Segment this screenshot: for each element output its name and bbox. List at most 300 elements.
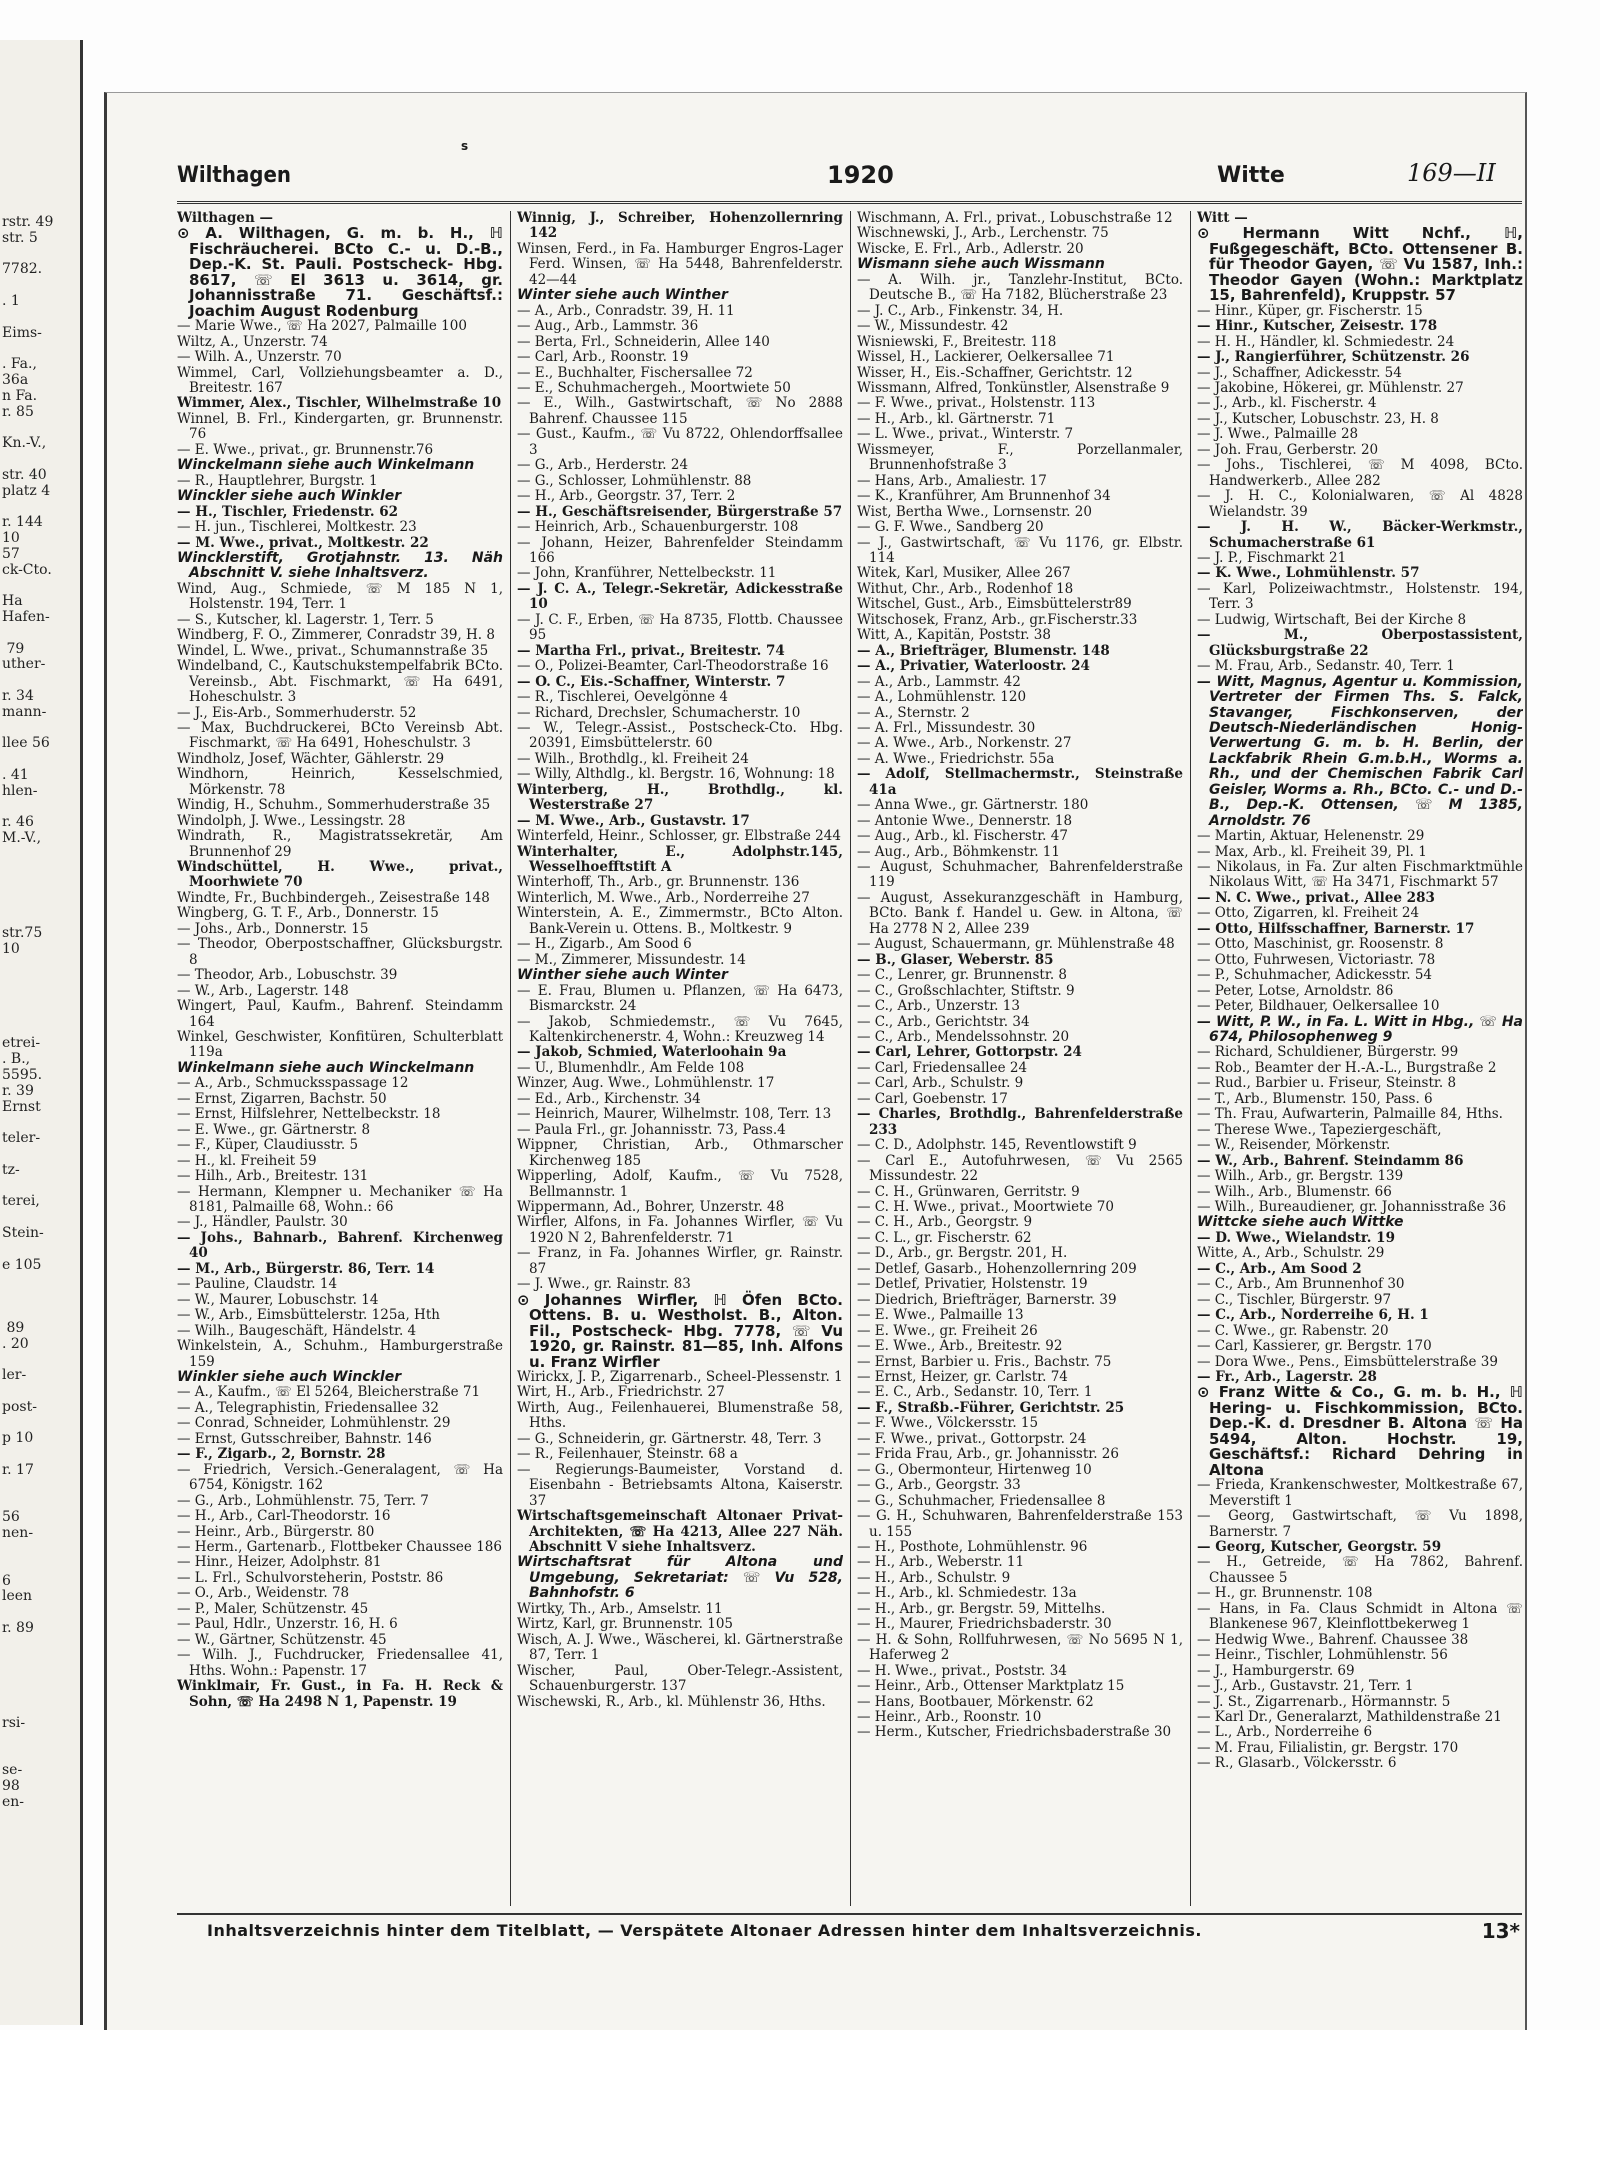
directory-entry: Witek, Karl, Musiker, Allee 267	[857, 565, 1071, 582]
directory-entry: — K. Wwe., Lohmühlenstr. 57	[1197, 565, 1420, 582]
directory-entry: — O. C., Eis.-Schaffner, Winterstr. 7	[517, 673, 786, 690]
directory-entry: Winckler siehe auch Winkler	[177, 488, 402, 505]
directory-entry: — O., Arb., Weidenstr. 78	[177, 1585, 350, 1602]
directory-entry: — Detlef, Gasarb., Hohenzollernring 209	[857, 1260, 1137, 1277]
directory-entry: Wismann siehe auch Wissmann	[857, 256, 1105, 273]
directory-entry: — D., Arb., gr. Bergstr. 201, H.	[857, 1245, 1068, 1262]
directory-entry: — Richard, Schuldiener, Bürgerstr. 99	[1197, 1044, 1459, 1061]
directory-entry: Wirickx, J. P., Zigarrenarb., Scheel-Plessenstr. 1	[517, 1368, 843, 1385]
directory-entry: — H., Tischler, Friedenstr. 62	[177, 503, 399, 520]
directory-entry: Winckelmann siehe auch Winkelmann	[177, 457, 475, 474]
directory-entry: — Otto, Fuhrwesen, Victoriastr. 78	[1197, 951, 1436, 968]
directory-entry: Witschel, Gust., Arb., Eimsbüttelerstr89	[857, 596, 1132, 613]
directory-entry: — Hans, Bootbauer, Mörkenstr. 62	[857, 1693, 1094, 1710]
directory-entry: — Wilh., Baugeschäft, Händelstr. 4	[177, 1322, 417, 1339]
directory-entry: — J. H. C., Kolonialwaren, ☏ Al 4828 Wielandstr. 39	[1197, 488, 1523, 520]
directory-entry: Wirth, Aug., Feilenhauerei, Blumenstraße 58, Hths.	[517, 1399, 843, 1432]
directory-entry: — Th. Frau, Aufwarterin, Palmaille 84, Hths.	[1197, 1106, 1503, 1123]
directory-entry: — L., Arb., Norderreihe 6	[1197, 1724, 1373, 1741]
directory-entry: — Anna Wwe., gr. Gärtnerstr. 180	[857, 797, 1089, 814]
directory-entry: — Ernst, Heizer, gr. Carlstr. 74	[857, 1368, 1068, 1385]
directory-entry: — Peter, Lotse, Arnoldstr. 86	[1197, 982, 1394, 999]
directory-entry: — E. Wwe., Palmaille 13	[857, 1307, 1024, 1324]
directory-entry: — F., Zigarb., 2, Bornstr. 28	[177, 1446, 386, 1463]
directory-entry: — Karl Dr., Generalarzt, Mathildenstraße 21	[1197, 1708, 1502, 1725]
directory-entry: — H., Geschäftsreisender, Bürgerstraße 57	[517, 503, 843, 520]
directory-entry: — A., Kaufm., ☏ El 5264, Bleicherstraße 71	[177, 1384, 481, 1401]
directory-entry: — J. Wwe., gr. Rainstr. 83	[517, 1276, 691, 1293]
directory-entry: — H., Zigarb., Am Sood 6	[517, 936, 692, 953]
directory-entry: — J., Arb., kl. Fischerstr. 4	[1197, 395, 1377, 412]
directory-entry: Winterlich, M. Wwe., Arb., Norderreihe 27	[517, 889, 810, 906]
directory-entry: — G., Arb., Lohmühlenstr. 75, Terr. 7	[177, 1492, 429, 1509]
directory-entry: — Johs., Bahnarb., Bahrenf. Kirchenweg 40	[177, 1229, 503, 1262]
directory-entry: — E. Wwe., gr. Gärtnerstr. 8	[177, 1121, 371, 1138]
directory-entry: — M. Wwe., privat., Moltkestr. 22	[177, 534, 429, 551]
directory-entry: — Witt, Magnus, Agentur u. Kommission, Vertreter der Firmen Ths. S. Falck, Stavanger, Fischkonserven, der Deutsch-Niederländischen Honig-Verwertung G. m. b. H. Berlin, der Lackfabrik Rhein G.m.b.H., Worms a. Rh., und der Chemischen Fabrik Carl Geisler, Worms a. Rh., BCto. C.- und D.-B., Dep.-K. Ottensen, ☏ M 1385, Arnoldstr. 76	[1197, 673, 1523, 829]
directory-entry: — Charles, Brothdlg., Bahrenfelderstraße 233	[857, 1106, 1183, 1138]
directory-entry: — H., kl. Freiheit 59	[177, 1152, 317, 1169]
directory-entry: — H., Arb., kl. Schmiedestr. 13a	[857, 1585, 1077, 1602]
directory-entry: — S., Kutscher, kl. Lagerstr. 1, Terr. 5	[177, 611, 434, 628]
directory-entry: Witschosek, Franz, Arb., gr.Fischerstr.33	[857, 611, 1138, 628]
directory-entry: — G. H., Schuhwaren, Bahrenfelderstraße 153 u. 155	[857, 1508, 1183, 1540]
directory-entry: — F., Küper, Claudiusstr. 5	[177, 1137, 359, 1154]
directory-entry: — Antonie Wwe., Dennerstr. 18	[857, 812, 1073, 829]
directory-entry: — Ernst, Gutsschreiber, Bahnstr. 146	[177, 1430, 432, 1447]
directory-entry: ⊙ Franz Witte & Co., G. m. b. H., ℍ Hering- u. Fischkommission, BCto. Dep.-K. d. Dresdner B. Altona ☏ Ha 5494, Alton. Hochstr. 19, Geschäftsf.: Richard Dehring in Altona	[1197, 1383, 1523, 1479]
directory-entry: — F., Straßb.-Führer, Gerichtstr. 25	[857, 1399, 1125, 1416]
directory-entry: Wirtschaftsgemeinschaft Altonaer Privat-Architekten, ☏ Ha 4213, Allee 227 Näh. Abschnitt V siehe Inhaltsverz.	[517, 1508, 843, 1555]
directory-entry: — L. Wwe., privat., Winterstr. 7	[857, 426, 1074, 443]
directory-entry: Winkel, Geschwister, Konfitüren, Schulterblatt 119a	[177, 1029, 503, 1061]
directory-entry: — J., Händler, Paulstr. 30	[177, 1214, 348, 1231]
directory-entry: — A. Wilh. jr., Tanzlehr-Institut, BCto. Deutsche B., ☏ Ha 7182, Blücherstraße 23	[857, 271, 1183, 304]
directory-entry: — M., Arb., Bürgerstr. 86, Terr. 14	[177, 1260, 435, 1277]
header-year: 1920	[827, 161, 894, 189]
directory-entry: — Hans, Arb., Amaliestr. 17	[857, 472, 1047, 489]
directory-entry: — C., Arb., Mendelssohnstr. 20	[857, 1029, 1070, 1046]
directory-entry: — Hedwig Wwe., Bahrenf. Chaussee 38	[1197, 1631, 1469, 1648]
directory-entry: Wimmer, Alex., Tischler, Wilhelmstraße 10	[177, 395, 502, 412]
directory-entry: — E. Wwe., privat., gr. Brunnenstr.76	[177, 441, 434, 458]
directory-entry: Windte, Fr., Buchbindergeh., Zeisestraße 148	[177, 889, 490, 906]
directory-entry: — August, Schuhmacher, Bahrenfelderstraße 119	[857, 859, 1183, 891]
directory-entry: Windelband, C., Kautschukstempelfabrik BCto. Vereinsb., Abt. Fischmarkt, ☏ Ha 6491, Hoheschulstr. 3	[177, 658, 503, 706]
directory-entry: Wirtz, Karl, gr. Brunnenstr. 105	[517, 1616, 734, 1633]
directory-entry: Wischer, Paul, Ober-Telegr.-Assistent, Schauenburgerstr. 137	[517, 1662, 843, 1695]
directory-entry: — Ludwig, Wirtschaft, Bei der Kirche 8	[1197, 611, 1467, 628]
directory-entry: — J., Rangierführer, Schützenstr. 26	[1197, 349, 1470, 366]
directory-entry: — Ed., Arb., Kirchenstr. 34	[517, 1090, 701, 1107]
scan-bottom-margin	[0, 2030, 1600, 2177]
directory-entry: — K., Kranführer, Am Brunnenhof 34	[857, 488, 1111, 505]
directory-entry: — Peter, Bildhauer, Oelkersallee 10	[1197, 998, 1440, 1015]
directory-entry: — D. Wwe., Wielandstr. 19	[1197, 1229, 1395, 1246]
directory-entry: Wingert, Paul, Kaufm., Bahrenf. Steindamm 164	[177, 998, 503, 1030]
previous-page-fragments: rstr. 49 str. 5 7782. . 1 Eims- . Fa., 36a n Fa. r. 85 Kn.-V., str. 40 platz 4 r. 144 10 57 ck-Cto. Ha Hafen- 79 uther- r. 34 mann- llee 56 . 41 hlen- r. 46 M.-V., str.75 10 etrei- . B., 5595. r. 39 Ernst teler- tz- terei, Stein- e 105 89 . 20 ler- post- p 10 r. 17 56 nen- 6 leen r. 89 rsi- se- 98 en-	[2, 214, 54, 1810]
directory-entry: Wischewski, R., Arb., kl. Mühlenstr 36, Hths.	[517, 1693, 826, 1710]
directory-entry: — Conrad, Schneider, Lohmühlenstr. 29	[177, 1415, 451, 1432]
directory-entry: ⊙ Hermann Witt Nchf., ℍ, Fußgegeschäft, BCto. Ottensener B. für Theodor Gayen, ☏ Vu 1587, Inh.: Theodor Gayen (Wohn.: Marktplatz 15, Bahrenfeld), Kruppstr. 57	[1197, 224, 1523, 305]
directory-entry: — Jakob, Schmied, Waterloohain 9a	[517, 1044, 787, 1061]
directory-entry: — John, Kranführer, Nettelbeckstr. 11	[517, 565, 777, 582]
directory-entry: — R., Hauptlehrer, Burgstr. 1	[177, 472, 378, 489]
directory-entry: Winkelstein, A., Schuhm., Hamburgerstraße 159	[177, 1338, 503, 1370]
signature-mark: 13*	[1481, 1919, 1520, 1943]
directory-entry: Wirtschaftsrat für Altona und Umgebung, Sekretariat: ☏ Vu 528, Bahnhofstr. 6	[517, 1554, 843, 1602]
directory-entry: — H., Arb., gr. Bergstr. 59, Mittelhs.	[857, 1600, 1106, 1617]
directory-entry: Wisser, H., Eis.-Schaffner, Gerichtstr. 12	[857, 364, 1133, 381]
directory-entry: — Herm., Kutscher, Friedrichsbaderstraße 30	[857, 1724, 1172, 1741]
directory-entry: — J. Wwe., Palmaille 28	[1197, 426, 1359, 443]
directory-entry: — R., Tischlerei, Oevelgönne 4	[517, 689, 729, 706]
directory-entry: Wittcke siehe auch Wittke	[1197, 1214, 1404, 1231]
directory-entry: — M. Frau, Arb., Sedanstr. 40, Terr. 1	[1197, 658, 1455, 675]
directory-entry: Windig, H., Schuhm., Sommerhuderstraße 35	[177, 797, 491, 814]
directory-entry: — Rob., Beamter der H.-A.-L., Burgstraße 2	[1197, 1059, 1497, 1076]
directory-entry: Windholz, Josef, Wächter, Gählerstr. 29	[177, 750, 445, 767]
directory-entry: ⊙ A. Wilthagen, G. m. b. H., ℍ Fischräucherei. BCto C.- u. D.-B., Dep.-K. St. Pauli. Postscheck- Hbg. 8617, ☏ El 3613 u. 3614, gr. Johannisstraße 71. Geschäftsf.: Joachim August Rodenburg	[177, 224, 503, 320]
directory-entry: — M., Zimmerer, Missundestr. 14	[517, 951, 746, 968]
directory-entry: — U., Blumenhdlr., Am Felde 108	[517, 1059, 745, 1076]
directory-entry: Windhorn, Heinrich, Kesselschmied, Mörkenstr. 78	[177, 766, 503, 798]
directory-entry: — J., Eis-Arb., Sommerhuderstr. 52	[177, 704, 417, 721]
directory-entry: — C., Arb., Am Sood 2	[1197, 1260, 1362, 1277]
directory-entry: — J., Schaffner, Adickesstr. 54	[1197, 364, 1402, 381]
directory-entry: — Therese Wwe., Tapeziergeschäft,	[1197, 1121, 1442, 1138]
directory-entry: — A., Sternstr. 2	[857, 704, 970, 721]
directory-entry: — Ernst, Zigarren, Bachstr. 50	[177, 1090, 387, 1107]
directory-entry: Wissmann, Alfred, Tonkünstler, Alsenstraße 9	[857, 379, 1170, 396]
directory-entry: — Regierungs-Baumeister, Vorstand d. Eisenbahn - Betriebsamts Altona, Kaiserstr. 37	[517, 1461, 843, 1509]
directory-page	[104, 92, 1527, 2038]
directory-entry: — Jakob, Schmiedemstr., ☏ Vu 7645, Kaltenkirchenerstr. 4, Wohn.: Kreuzweg 14	[517, 1013, 843, 1046]
directory-entry: — Otto, Maschinist, gr. Roosenstr. 8	[1197, 936, 1444, 953]
directory-entry: Wissel, H., Lackierer, Oelkersallee 71	[857, 349, 1115, 366]
directory-entry: — Carl, Arb., Schulstr. 9	[857, 1075, 1024, 1092]
directory-entry: — Adolf, Stellmachermstr., Steinstraße 41a	[857, 766, 1183, 798]
directory-entry: — Frieda, Krankenschwester, Moltkestraße 67, Meverstift 1	[1197, 1477, 1523, 1509]
directory-entry: Winther siehe auch Winter	[517, 967, 728, 984]
directory-entry: — A., Telegraphistin, Friedensallee 32	[177, 1399, 439, 1416]
directory-entry: — Paula Frl., gr. Johannisstr. 73, Pass.4	[517, 1121, 786, 1138]
directory-entry: — Heinr., Arb., Ottenser Marktplatz 15	[857, 1678, 1125, 1695]
directory-entry: — Wilh. A., Unzerstr. 70	[177, 349, 342, 366]
directory-entry: — Wilh. J., Fuchdrucker, Friedensallee 41, Hths. Wohn.: Papenstr. 17	[177, 1647, 503, 1679]
directory-entry: — Karl, Polizeiwachtmstr., Holstenstr. 194, Terr. 3	[1197, 580, 1523, 613]
directory-entry: — G., Obermonteur, Hirtenweg 10	[857, 1461, 1092, 1478]
directory-entry: — M., Oberpostassistent, Glücksburgstraße 22	[1197, 627, 1523, 659]
directory-entry: Wincklerstift, Grotjahnstr. 13. Näh Abschnitt V. siehe Inhaltsverz.	[177, 549, 503, 582]
directory-entry: — H., Arb., Carl-Theodorstr. 16	[177, 1508, 391, 1525]
directory-entry: — Aug., Arb., kl. Fischerstr. 47	[857, 828, 1068, 845]
directory-entry: — E. Wwe., gr. Freiheit 26	[857, 1322, 1038, 1339]
directory-entry: — E. C., Arb., Sedanstr. 10, Terr. 1	[857, 1384, 1093, 1401]
directory-entry: — H., Maurer, Friedrichsbaderstr. 30	[857, 1616, 1112, 1633]
directory-entry: — J. C., Arb., Finkenstr. 34, H.	[857, 302, 1064, 319]
directory-entry: — C. H., Arb., Georgstr. 9	[857, 1214, 1033, 1231]
directory-entry: — Theodor, Arb., Lobuschstr. 39	[177, 967, 398, 984]
directory-entry: — Johs., Tischlerei, ☏ M 4098, BCto. Handwerkerb., Allee 282	[1197, 457, 1523, 489]
directory-entry: — Otto, Zigarren, kl. Freiheit 24	[1197, 905, 1420, 922]
directory-entry: — Heinrich, Maurer, Wilhelmstr. 108, Terr. 13	[517, 1106, 832, 1123]
page-footer	[177, 1917, 1522, 1947]
directory-entry: Wippermann, Ad., Bohrer, Unzerstr. 48	[517, 1199, 785, 1215]
directory-entry: — Herm., Gartenarb., Flottbeker Chaussee 186	[177, 1538, 502, 1555]
directory-entry: Winterstein, A. E., Zimmermstr., BCto Alton. Bank-Verein u. Ottens. B., Moltkestr. 9	[517, 905, 843, 937]
directory-entry: Wiltz, A., Unzerstr. 74	[177, 333, 328, 350]
directory-entry: — Martha Frl., privat., Breitestr. 74	[517, 642, 785, 659]
directory-entry: Winsen, Ferd., in Fa. Hamburger Engros-Lager Ferd. Winsen, ☏ Ha 5448, Bahrenfelderstr. 42—44	[517, 240, 843, 288]
directory-entry: — A. Wwe., Friedrichstr. 55a	[857, 750, 1055, 767]
directory-entry: ⊙ Johannes Wirfler, ℍ Öfen BCto. Ottens. B. u. Westholst. B., Alton. Fil., Postscheck- Hbg. 7778, ☏ Vu 1920, gr. Rainstr. 81—85, Inh. Alfons u. Franz Wirfler	[517, 1290, 843, 1371]
directory-entry: — B., Glaser, Weberstr. 85	[857, 951, 1054, 968]
directory-entry: — Carl, Friedensallee 24	[857, 1059, 1028, 1076]
previous-page-edge	[0, 40, 83, 2025]
directory-entry: — Willy, Althdlg., kl. Bergstr. 16, Wohnung: 18	[517, 766, 835, 783]
directory-entry: Winnig, J., Schreiber, Hohenzollernring 142	[517, 211, 843, 242]
directory-entry: — Johann, Heizer, Bahrenfelder Steindamm 166	[517, 534, 843, 566]
directory-entry: Wingberg, G. T. F., Arb., Donnerstr. 15	[177, 905, 439, 922]
directory-entry: — W., Arb., Eimsbüttelerstr. 125a, Hth	[177, 1307, 440, 1324]
directory-entry: — Dora Wwe., Pens., Eimsbüttelerstraße 39	[1197, 1353, 1498, 1370]
directory-entry: — J., Gastwirtschaft, ☏ Vu 1176, gr. Elbstr. 114	[857, 534, 1183, 566]
directory-entry: — A., Lohmühlenstr. 120	[857, 689, 1027, 706]
directory-entry: — R., Glasarb., Völckersstr. 6	[1197, 1755, 1397, 1772]
directory-entry: — A., Arb., Conradstr. 39, H. 11	[517, 302, 735, 319]
directory-entry: — Theodor, Oberpostschaffner, Glücksburgstr. 8	[177, 936, 503, 968]
directory-entry: — R., Feilenhauer, Steinstr. 68 a	[517, 1446, 738, 1463]
directory-entry: — C. D., Adolphstr. 145, Reventlowstift 9	[857, 1137, 1137, 1154]
directory-entry: — Richard, Drechsler, Schumacherstr. 10	[517, 704, 801, 721]
directory-entry: — C., Großschlachter, Stiftstr. 9	[857, 982, 1075, 999]
directory-entry: — W., Arb., Lagerstr. 148	[177, 982, 349, 999]
directory-entry: — E., Buchhalter, Fischersallee 72	[517, 364, 753, 381]
directory-entry: — H. H., Händler, kl. Schmiedestr. 24	[1197, 333, 1455, 350]
directory-entry: Winzer, Aug. Wwe., Lohmühlenstr. 17	[517, 1075, 775, 1092]
directory-entry: Witt —	[1197, 211, 1248, 226]
directory-entry: — O., Polizei-Beamter, Carl-Theodorstraße 16	[517, 658, 829, 675]
directory-entry: — W., Gärtner, Schützenstr. 45	[177, 1631, 387, 1648]
directory-entry: — A. Frl., Missundestr. 30	[857, 719, 1036, 736]
directory-entry: — Hinr., Kutscher, Zeisestr. 178	[1197, 318, 1438, 335]
directory-entry: — H., Arb., Georgstr. 37, Terr. 2	[517, 488, 736, 505]
directory-entry: — Carl, Lehrer, Gottorpstr. 24	[857, 1044, 1082, 1061]
directory-entry: — P., Schuhmacher, Adickesstr. 54	[1197, 967, 1433, 984]
directory-entry: — Aug., Arb., Lammstr. 36	[517, 318, 699, 335]
directory-entry: — G. F. Wwe., Sandberg 20	[857, 519, 1044, 536]
directory-entry: — C., Arb., Am Brunnenhof 30	[1197, 1276, 1405, 1293]
directory-entry: — W., Arb., Bahrenf. Steindamm 86	[1197, 1152, 1464, 1169]
directory-entry: Winterhoff, Th., Arb., gr. Brunnenstr. 136	[517, 874, 800, 891]
directory-entry: — F. Wwe., privat., Gottorpstr. 24	[857, 1430, 1087, 1447]
directory-entry: — Marie Wwe., ☏ Ha 2027, Palmaille 100	[177, 318, 467, 335]
column-divider	[510, 211, 511, 1906]
directory-entry: — Heinr., Arb., Roonstr. 10	[857, 1708, 1042, 1725]
directory-entry: — H. & Sohn, Rollfuhrwesen, ☏ No 5695 N 1, Haferweg 2	[857, 1631, 1183, 1664]
directory-entry: Wisniewski, F., Breitestr. 118	[857, 333, 1057, 350]
directory-entry: — Heinrich, Arb., Schauenburgerstr. 108	[517, 519, 799, 536]
directory-entry: — Carl, Goebenstr. 17	[857, 1090, 1008, 1107]
directory-entry: — C., Arb., Gerichtstr. 34	[857, 1013, 1030, 1030]
directory-entry: Wirfler, Alfons, in Fa. Johannes Wirfler, ☏ Vu 1920 N 2, Bahrenfelderstr. 71	[517, 1214, 843, 1246]
directory-entry: — G., Arb., Herderstr. 24	[517, 457, 689, 474]
directory-entry: — Martin, Aktuar, Helenenstr. 29	[1197, 828, 1425, 845]
directory-entry: — M. Wwe., Arb., Gustavstr. 17	[517, 812, 750, 829]
directory-entry: Wischmann, A. Frl., privat., Lobuschstraße 12	[857, 211, 1173, 226]
directory-entry: — A., Arb., Schmucksspassage 12	[177, 1075, 409, 1092]
directory-entry: — J., Arb., Gustavstr. 21, Terr. 1	[1197, 1678, 1414, 1695]
directory-entry: — H., Arb., Weberstr. 11	[857, 1554, 1025, 1571]
directory-entry: — Wilh., Arb., Blumenstr. 66	[1197, 1183, 1392, 1200]
directory-entry: — J., Hamburgerstr. 69	[1197, 1662, 1355, 1679]
directory-entry: — Pauline, Claudstr. 14	[177, 1276, 338, 1293]
directory-entry: — Witt, P. W., in Fa. L. Witt in Hbg., ☏ Ha 674, Philosophenweg 9	[1197, 1013, 1523, 1046]
directory-entry: — Heinr., Arb., Bürgerstr. 80	[177, 1523, 375, 1540]
directory-entry: Witte, A., Arb., Schulstr. 29	[1197, 1245, 1385, 1262]
directory-entry: — Hinr., Heizer, Adolphstr. 81	[177, 1554, 382, 1571]
directory-entry: — E., Schuhmachergeh., Moortwiete 50	[517, 379, 791, 396]
directory-entry: Windolph, J. Wwe., Lessingstr. 28	[177, 812, 406, 829]
directory-entry: — A. Wwe., Arb., Norkenstr. 27	[857, 735, 1072, 752]
directory-entry: Winklmair, Fr. Gust., in Fa. H. Reck & Sohn, ☏ Ha 2498 N 1, Papenstr. 19	[177, 1678, 503, 1710]
footer-note: Inhaltsverzeichnis hinter dem Titelblatt, — Verspätete Altonaer Adressen hinter dem Inhaltsverzeichnis.	[207, 1921, 1202, 1940]
directory-entry: Wind, Aug., Schmiede, ☏ M 185 N 1, Holstenstr. 194, Terr. 1	[177, 580, 503, 613]
directory-entry: — J. C. A., Telegr.-Sekretär, Adickesstraße 10	[517, 580, 843, 613]
directory-entry: — August, Assekuranzgeschäft in Hamburg, BCto. Bank f. Handel u. Gew. in Altona, ☏ Ha 2778 N 2, Allee 239	[857, 889, 1183, 937]
directory-entry: Wirt, H., Arb., Friedrichstr. 27	[517, 1384, 725, 1401]
directory-entry: — T., Arb., Blumenstr. 150, Pass. 6	[1197, 1090, 1433, 1107]
directory-entry: — A., Briefträger, Blumenstr. 148	[857, 642, 1110, 659]
directory-entry: — Georg, Kutscher, Georgstr. 59	[1197, 1538, 1442, 1555]
column-4	[1197, 211, 1523, 1906]
directory-entry: — C., Arb., Unzerstr. 13	[857, 998, 1020, 1015]
directory-entry: — C. H., Grünwaren, Gerritstr. 9	[857, 1183, 1080, 1200]
directory-entry: — Detlef, Privatier, Holstenstr. 19	[857, 1276, 1088, 1293]
directory-entry: — Carl, Kassierer, gr. Bergstr. 170	[1197, 1338, 1432, 1355]
directory-entry: Wirtky, Th., Arb., Amselstr. 11	[517, 1600, 723, 1617]
directory-entry: — G., Arb., Georgstr. 33	[857, 1477, 1021, 1494]
directory-entry: — Max, Arb., kl. Freiheit 39, Pl. 1	[1197, 843, 1427, 860]
directory-entry: — H., Arb., kl. Gärtnerstr. 71	[857, 410, 1056, 427]
directory-entry: — Hermann, Klempner u. Mechaniker ☏ Ha 8181, Palmaille 68, Wohn.: 66	[177, 1183, 503, 1215]
directory-entry: Wipperling, Adolf, Kaufm., ☏ Vu 7528, Bellmannstr. 1	[517, 1168, 843, 1200]
directory-entry: Winter siehe auch Winther	[517, 287, 728, 304]
directory-entry: — A., Arb., Lammstr. 42	[857, 673, 1021, 690]
directory-entry: — August, Schauermann, gr. Mühlenstraße 48	[857, 936, 1175, 953]
directory-entry: — Frida Frau, Arb., gr. Johannisstr. 26	[857, 1446, 1119, 1463]
column-1	[177, 211, 503, 1906]
column-3	[857, 211, 1183, 1906]
directory-entry: — H. jun., Tischlerei, Moltkestr. 23	[177, 519, 417, 536]
directory-entry: — Max, Buchdruckerei, BCto Vereinsb Abt. Fischmarkt, ☏ Ha 6491, Hoheschulstr. 3	[177, 719, 503, 752]
directory-entry: Windrath, R., Magistratssekretär, Am Brunnenhof 29	[177, 828, 503, 860]
footer-rule	[177, 1913, 1522, 1915]
directory-entry: — H. Wwe., privat., Poststr. 34	[857, 1662, 1067, 1679]
directory-entry: — Jakobine, Hökerei, gr. Mühlenstr. 27	[1197, 379, 1464, 396]
directory-entry: — Paul, Hdlr., Unzerstr. 16, H. 6	[177, 1616, 398, 1633]
directory-entry: — L. Frl., Schulvorsteherin, Poststr. 86	[177, 1569, 444, 1586]
directory-entry: — W., Maurer, Lobuschstr. 14	[177, 1291, 379, 1308]
directory-entry: — F. Wwe., Völckersstr. 15	[857, 1415, 1039, 1432]
directory-entry: Winkler siehe auch Winckler	[177, 1368, 402, 1385]
directory-entry: — W., Reisender, Mörkenstr.	[1197, 1137, 1391, 1154]
page-header	[177, 139, 1517, 197]
directory-entry: Winnel, B. Frl., Kindergarten, gr. Brunnenstr. 76	[177, 410, 503, 443]
directory-entry: — M. Frau, Filialistin, gr. Bergstr. 170	[1197, 1739, 1459, 1756]
directory-entry: — Joh. Frau, Gerberstr. 20	[1197, 441, 1379, 458]
directory-entry: — E. Frau, Blumen u. Pflanzen, ☏ Ha 6473, Bismarckstr. 24	[517, 982, 843, 1015]
directory-entry: — Ernst, Hilfslehrer, Nettelbeckstr. 18	[177, 1106, 441, 1123]
directory-entry: — Aug., Arb., Böhmkenstr. 11	[857, 843, 1060, 860]
directory-entry: — Gust., Kaufm., ☏ Vu 8722, Ohlendorffsallee 3	[517, 426, 843, 458]
directory-entry: — Berta, Frl., Schneiderin, Allee 140	[517, 333, 770, 350]
directory-entry: — E. Wwe., Arb., Breitestr. 92	[857, 1338, 1063, 1355]
directory-entry: — Nikolaus, in Fa. Zur alten Fischmarktmühle Nikolaus Witt, ☏ Ha 3471, Fischmarkt 57	[1197, 859, 1523, 891]
directory-entry: — Ernst, Barbier u. Fris., Bachstr. 75	[857, 1353, 1112, 1370]
directory-entry: — C. H. Wwe., privat., Moortwiete 70	[857, 1199, 1114, 1215]
directory-entry: — H., gr. Brunnenstr. 108	[1197, 1585, 1373, 1602]
directory-entry: Wissmeyer, F., Porzellanmaler, Brunnenhofstraße 3	[857, 441, 1183, 474]
directory-entry: — H., Arb., Schulstr. 9	[857, 1569, 1011, 1586]
directory-entry: Winterberg, H., Brothdlg., kl. Westerstraße 27	[517, 781, 843, 814]
directory-entry: — J. C. F., Erben, ☏ Ha 8735, Flottb. Chaussee 95	[517, 611, 843, 644]
directory-entry: — Rud., Barbier u. Friseur, Steinstr. 8	[1197, 1075, 1457, 1092]
directory-entry: Winkelmann siehe auch Winckelmann	[177, 1059, 475, 1076]
header-first-entry: Wilthagen	[177, 163, 291, 188]
directory-entry: — Diedrich, Briefträger, Barnerstr. 39	[857, 1291, 1117, 1308]
directory-entry: — Hilh., Arb., Breitestr. 131	[177, 1168, 369, 1185]
directory-entry: — Johs., Arb., Donnerstr. 15	[177, 920, 369, 937]
directory-entry: — C., Arb., Norderreihe 6, H. 1	[1197, 1307, 1429, 1324]
directory-entry: Wist, Bertha Wwe., Lornsenstr. 20	[857, 503, 1092, 520]
directory-entry: Witt, A., Kapitän, Poststr. 38	[857, 627, 1051, 644]
directory-entry: Windschüttel, H. Wwe., privat., Moorhwiete 70	[177, 859, 503, 891]
entry-columns	[177, 211, 1522, 1906]
directory-entry: — J. H. W., Bäcker-Werkmstr., Schumacherstraße 61	[1197, 519, 1523, 551]
column-2	[517, 211, 843, 1906]
page-number: 169—II	[1407, 159, 1496, 187]
directory-entry: — E., Wilh., Gastwirtschaft, ☏ No 2888 Bahrenf. Chaussee 115	[517, 395, 843, 427]
directory-entry: — J., Kutscher, Lobuschstr. 23, H. 8	[1197, 410, 1439, 427]
directory-entry: Winterhalter, E., Adolphstr.145, Wesselhoefftstift A	[517, 843, 843, 876]
directory-entry: Windel, L. Wwe., privat., Schumannstraße 35	[177, 642, 489, 659]
directory-entry: — Fr., Arb., Lagerstr. 28	[1197, 1368, 1377, 1385]
directory-entry: — Wilh., Brothdlg., kl. Freiheit 24	[517, 750, 749, 767]
directory-entry: Wisch, A. J. Wwe., Wäscherei, kl. Gärtnerstraße 87, Terr. 1	[517, 1631, 843, 1664]
directory-entry: Wilthagen —	[177, 211, 274, 226]
directory-entry: — W., Telegr.-Assist., Postscheck-Cto. Hbg. 20391, Eimsbüttelerstr. 60	[517, 719, 843, 752]
directory-entry: — C., Lenrer, gr. Brunnenstr. 8	[857, 967, 1067, 984]
column-divider	[1190, 211, 1191, 1906]
directory-entry: — Hinr., Küper, gr. Fischerstr. 15	[1197, 302, 1423, 319]
directory-entry: Withut, Chr., Arb., Rodenhof 18	[857, 580, 1074, 597]
directory-entry: — Georg, Gastwirtschaft, ☏ Vu 1898, Barnerstr. 7	[1197, 1508, 1523, 1540]
directory-entry: — F. Wwe., privat., Holstenstr. 113	[857, 395, 1096, 412]
header-rule	[177, 201, 1522, 204]
directory-entry: — Otto, Hilfsschaffner, Barnerstr. 17	[1197, 920, 1475, 937]
directory-entry: — Wilh., Bureaudiener, gr. Johannisstraße 36	[1197, 1199, 1507, 1215]
column-divider	[850, 211, 851, 1906]
header-last-entry: Witte	[1217, 163, 1285, 188]
directory-entry: — Carl E., Autofuhrwesen, ☏ Vu 2565 Missundestr. 22	[857, 1152, 1183, 1185]
directory-entry: — C., Tischler, Bürgerstr. 97	[1197, 1291, 1392, 1308]
directory-entry: — G., Schuhmacher, Friedensallee 8	[857, 1492, 1106, 1509]
directory-entry: — G., Schlosser, Lohmühlenstr. 88	[517, 472, 752, 489]
directory-entry: — C. Wwe., gr. Rabenstr. 20	[1197, 1322, 1389, 1339]
directory-entry: Wischnewski, J., Arb., Lerchenstr. 75	[857, 225, 1109, 242]
